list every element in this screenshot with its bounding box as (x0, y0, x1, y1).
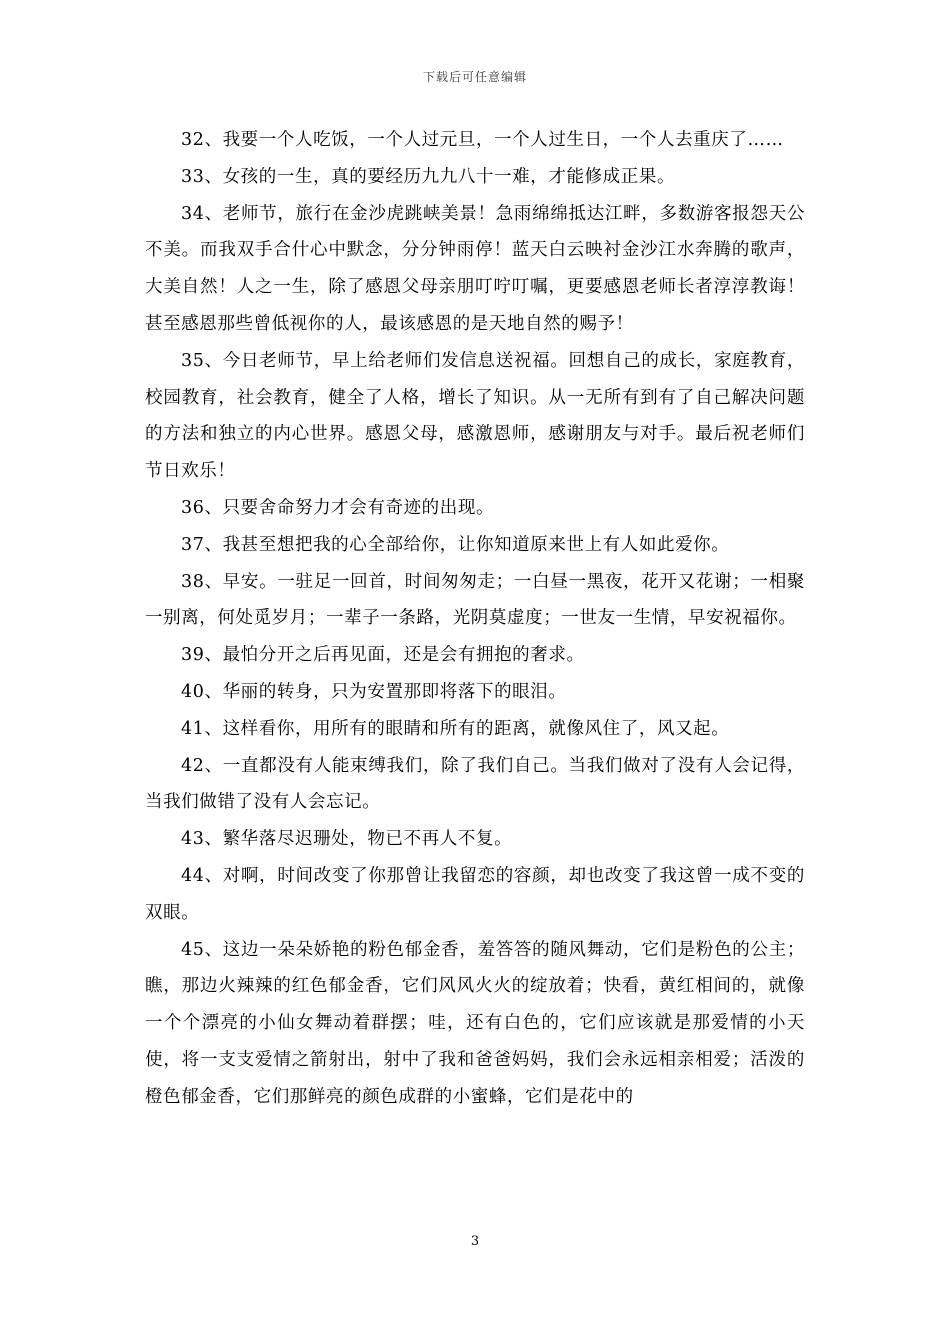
paragraph-43: 43、繁华落尽迟珊处，物已不再人不复。 (181, 829, 513, 850)
paragraph-45: 45、这边一朵朵娇艳的粉色郁金香，羞答答的随风舞动，它们是粉色的公主；瞧，那边火辣辣的红色郁金香，它们风风火火的绽放着；快看，黄红相间的，就像一个个漂亮的小仙女舞动着群摆；哇，还有白色的，它们应该就是那爱情的小天使，将一支支爱情之箭射出，射中了我和爸爸妈妈，我们会永远相亲相爱；活泼的橙色郁金香，它们那鲜亮的颜色成群的小蜜蜂，它们是花中的 (145, 939, 805, 1107)
paragraph-35: 35、今日老师节，早上给老师们发信息送祝福。回想自己的成长，家庭教育，校园教育，社会教育，健全了人格，增长了知识。从一无所有到有了自己解决问题的方法和独立的内心世界。感恩父母，感激恩师，感谢朋友与对手。最后祝老师们节日欢乐！ (145, 350, 805, 482)
paragraph-33: 33、女孩的一生，真的要经历九九八十一难，才能修成正果。 (181, 166, 676, 187)
page-number: 3 (470, 1234, 480, 1249)
paragraph-32: 32、我要一个人吃饭，一个人过元旦，一个人过生日，一个人去重庆了…… (181, 130, 784, 150)
paragraph-39: 39、最怕分开之后再见面，还是会有拥抱的奢求。 (181, 645, 585, 666)
page-header: 下载后可任意编辑 (422, 70, 527, 84)
paragraph-37: 37、我甚至想把我的心全部给你，让你知道原来世上有人如此爱你。 (181, 534, 730, 555)
paragraph-40: 40、华丽的转身，只为安置那即将落下的眼泪。 (181, 681, 567, 702)
paragraph-36: 36、只要舍命努力才会有奇迹的出现。 (181, 497, 495, 518)
document-body (145, 122, 805, 1116)
paragraph-44: 44、对啊，时间改变了你那曾让我留恋的容颜，却也改变了我这曾一成不变的双眼。 (145, 865, 805, 923)
paragraph-34: 34、老师节，旅行在金沙虎跳峡美景！急雨绵绵抵达江畔，多数游客报怨天公不美。而我双手合什心中默念，分分钟雨停！蓝天白云映衬金沙江水奔腾的歌声，大美自然！人之一生，除了感恩父母亲朋叮咛叮嘱，更要感恩老师长者淳淳教诲！甚至感恩那些曾低视你的人，最该感恩的是天地自然的赐予！ (145, 203, 805, 334)
paragraph-38: 38、早安。一驻足一回首，时间匆匆走；一白昼一黑夜，花开又花谢；一相聚一别离，何处觅岁月；一辈子一条路，光阴莫虚度；一世友一生情，早安祝福你。 (145, 571, 805, 629)
paragraph-42: 42、一直都没有人能束缚我们，除了我们自己。当我们做对了没有人会记得，当我们做错了没有人会忘记。 (145, 755, 805, 813)
paragraph-41: 41、这样看你，用所有的眼睛和所有的距离，就像风住了，风又起。 (181, 718, 730, 739)
